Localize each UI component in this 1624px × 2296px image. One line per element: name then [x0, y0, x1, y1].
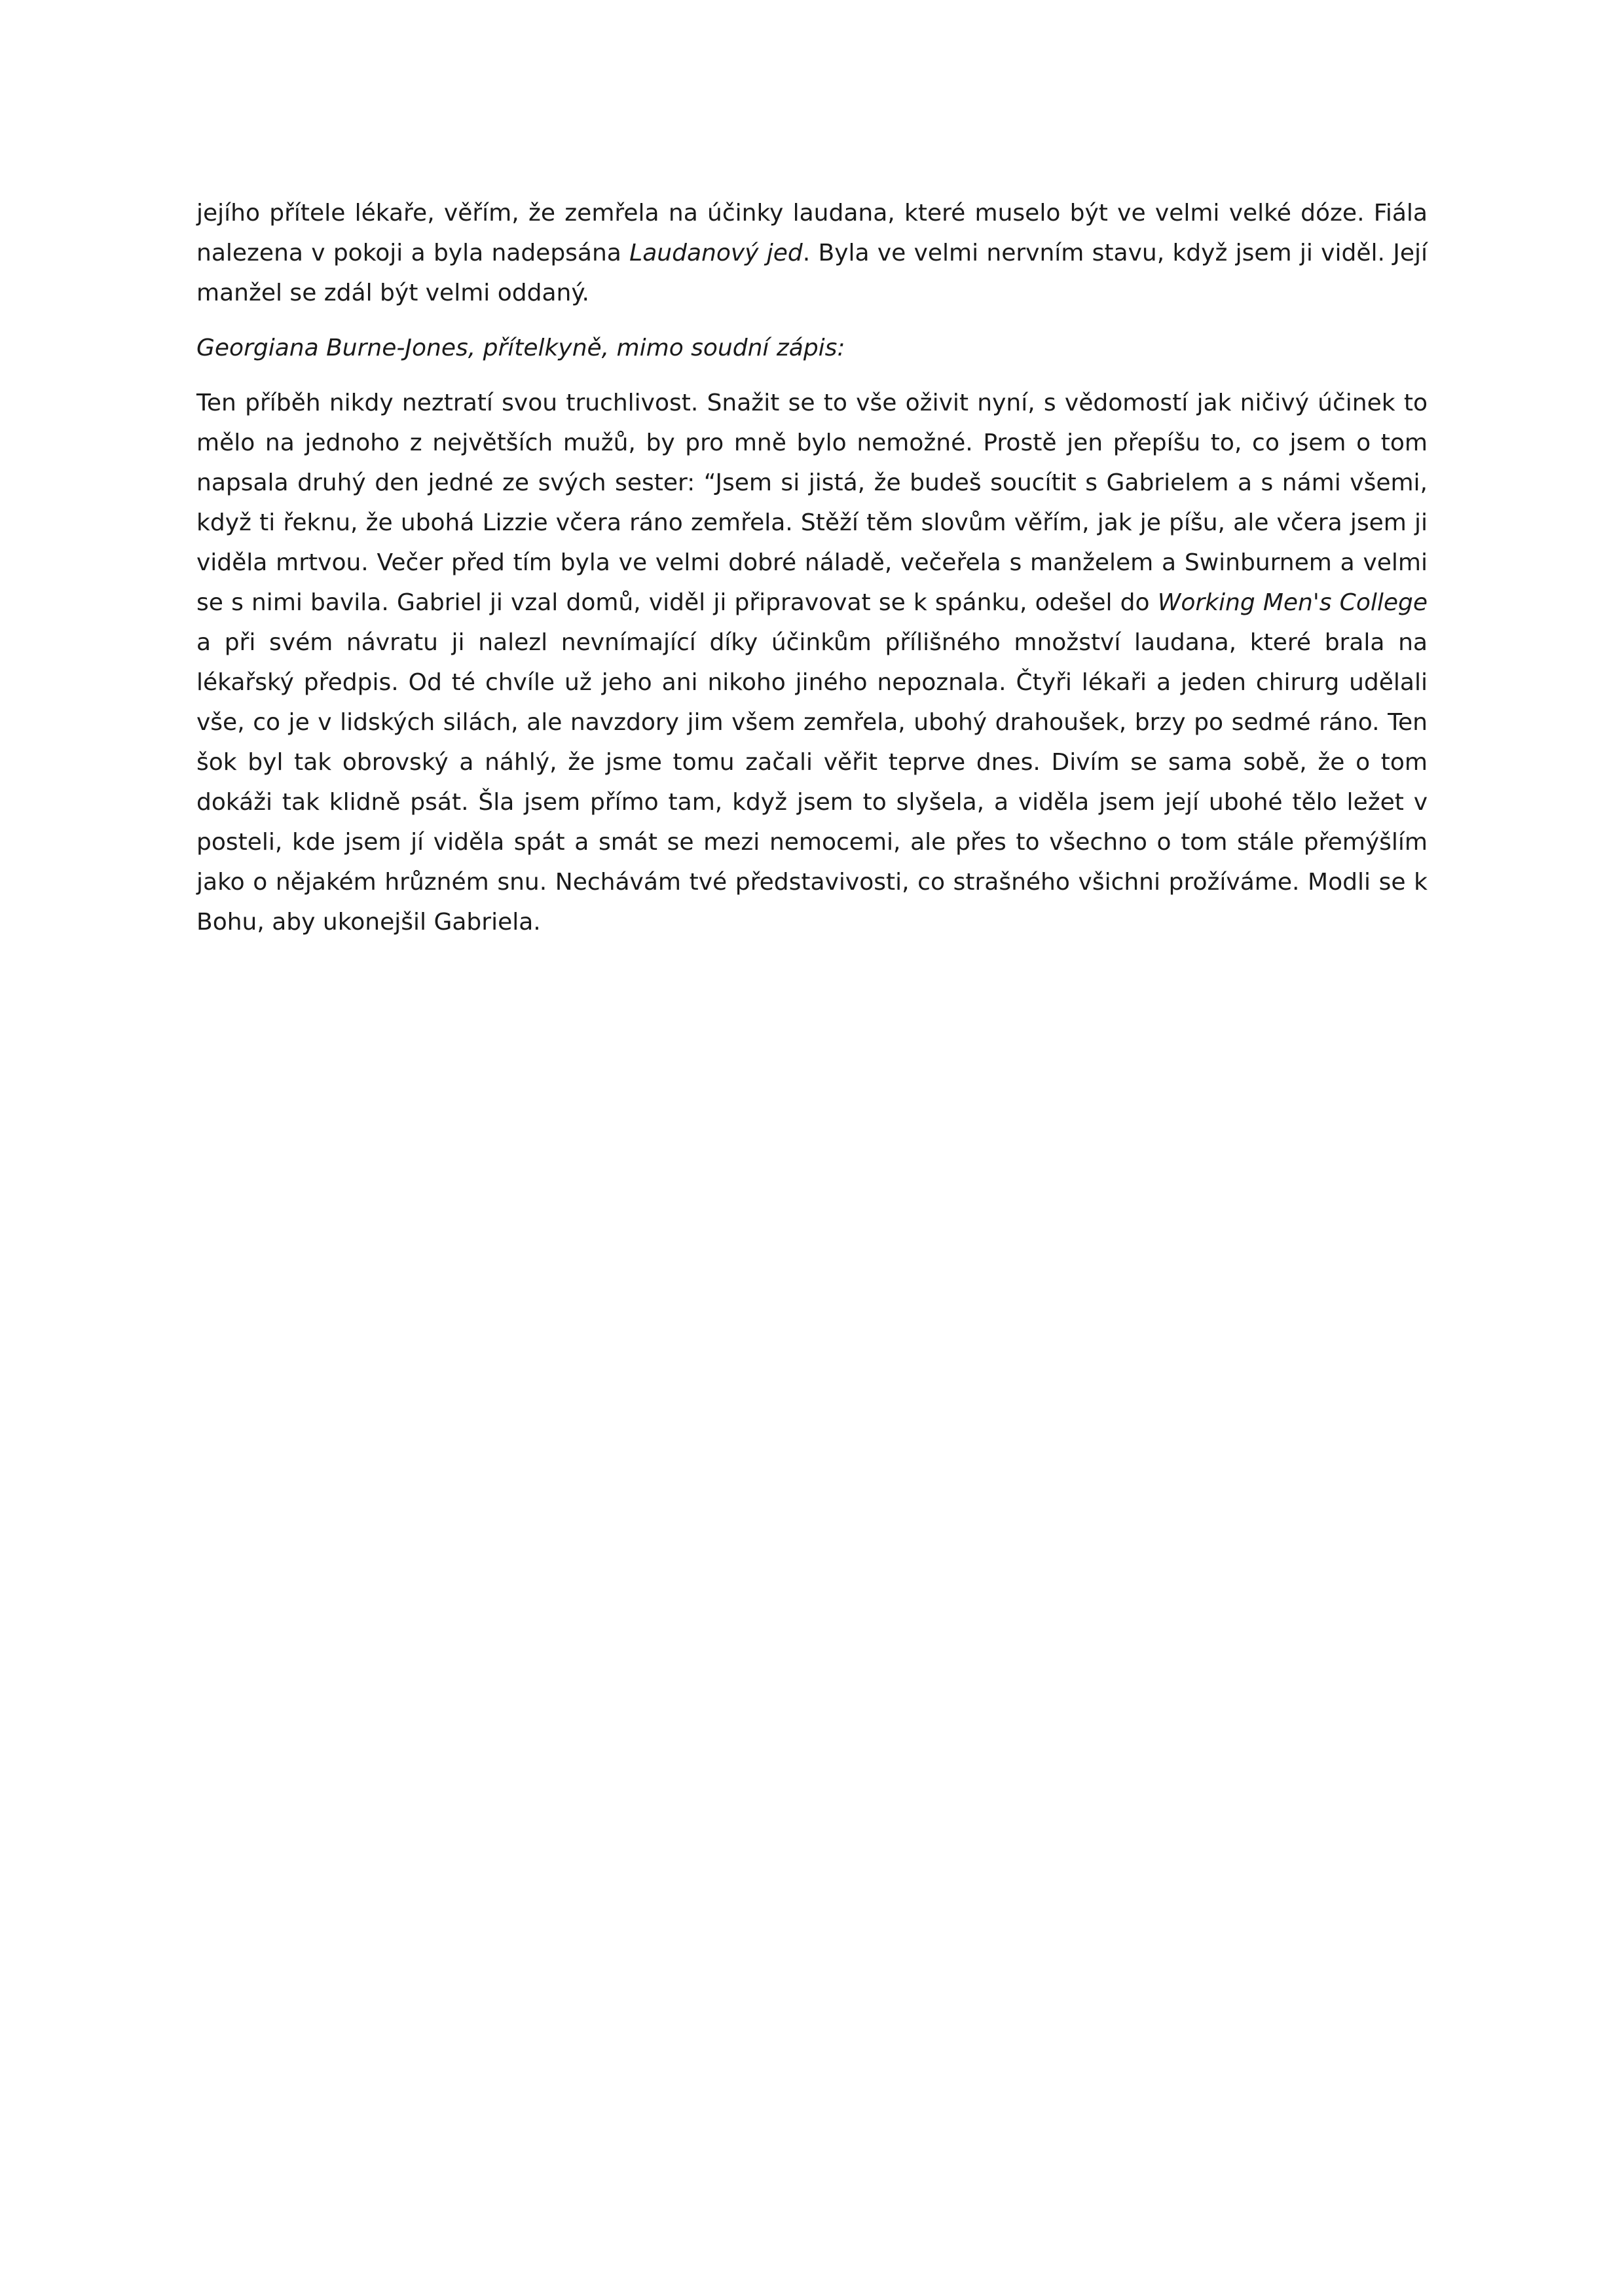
paragraph-georgiana-letter	[196, 383, 1428, 942]
paragraph-text: . Byla ve velmi nervním stavu, když jsem ji viděl. Její manžel se zdál být velmi oddaný.	[196, 240, 1428, 306]
paragraph-text: jejího přítele lékaře, věřím, že zemřela na účinky laudana, které muselo být ve velmi velké dóze. Fiála nalezena v pokoji a byla nadepsána	[196, 200, 1428, 266]
emphasis-laudanovy-jed: Laudanový jed	[629, 240, 803, 266]
paragraph-text: a při svém návratu ji nalezl nevnímající díky účinkům přílišného množství laudana, které brala na lékařský předpis. Od té chvíle už jeho ani nikoho jiného nepoznala. Čtyři lékaři a jeden chirurg udělali vše, co je v lidských silách, ale navzdory jim všem zemřela, ubohý drahoušek, brzy po sedmé ráno. Ten šok byl tak obrovský a náhlý, že jsme tomu začali věřit teprve dnes. Divím se sama sobě, že o tom dokáži tak klidně psát. Šla jsem přímo tam, když jsem to slyšela, a viděla jsem její ubohé tělo ležet v posteli, kde jsem jí viděla spát a smát se mezi nemocemi, ale přes to všechno o tom stále přemýšlím jako o nějakém hrůzném snu. Nechávám tvé představivosti, co strašného všichni prožíváme. Modli se k Bohu, aby ukonejšil Gabriela.	[196, 629, 1428, 936]
paragraph-text: Ten příběh nikdy neztratí svou truchlivost. Snažit se to vše oživit nyní, s vědomostí jak ničivý účinek to mělo na jednoho z největších mužů, by pro mně bylo nemožné. Prostě jen přepíšu to, co jsem o tom napsala druhý den jedné ze svých sester: “Jsem si jistá, že budeš soucítit s Gabrielem a s námi všemi, když ti řeknu, že ubohá Lizzie včera ráno zemřela. Stěží těm slovům věřím, jak je píšu, ale včera jsem ji viděla mrtvou. Večer před tím byla ve velmi dobré náladě, večeřela s manželem a Swinburnem a velmi se s nimi bavila. Gabriel ji vzal domů, viděl ji připravovat se k spánku, odešel do	[196, 390, 1428, 616]
document-body	[196, 193, 1428, 942]
paragraph-doctor-testimony	[196, 193, 1428, 313]
section-heading: Georgiana Burne-Jones, přítelkyně, mimo soudní zápis:	[196, 335, 845, 361]
emphasis-working-mens-college: Working Men's College	[1157, 589, 1428, 616]
